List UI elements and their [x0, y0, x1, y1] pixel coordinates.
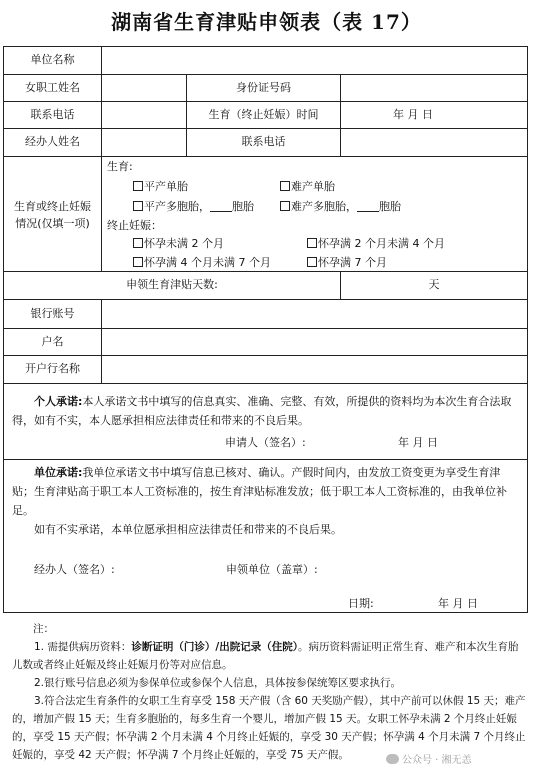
checkbox[interactable] — [307, 257, 317, 267]
bank-account-label: 银行账号 — [30, 307, 75, 320]
checkbox[interactable] — [133, 257, 143, 267]
termination-heading: 终止妊娠： — [107, 219, 162, 232]
id-number-field[interactable] — [341, 75, 527, 101]
bank-name-field[interactable] — [102, 356, 527, 383]
option-hard-single[interactable] — [280, 180, 335, 194]
option-2-to-4-months[interactable] — [307, 237, 445, 251]
situation-label — [4, 198, 101, 232]
agent-sign-label: 经办人（签名）: — [34, 563, 115, 576]
personal-pledge — [12, 392, 522, 430]
table-border-bottom — [3, 612, 528, 613]
notes-heading: 注： — [33, 623, 54, 635]
account-name-field[interactable] — [102, 329, 527, 355]
checkbox[interactable] — [280, 181, 290, 191]
option-label: 难产多胞胎， — [291, 200, 357, 213]
account-name-label: 户名 — [41, 335, 64, 348]
notes-section — [12, 620, 527, 764]
phone-label: 联系电话 — [30, 108, 75, 121]
agent-name-field[interactable] — [102, 129, 186, 156]
unit-pledge-heading: 单位承诺: — [34, 466, 83, 479]
checkbox[interactable] — [133, 201, 143, 211]
option-label: 怀孕满 2 个月未满 4 个月 — [318, 237, 445, 250]
bank-account-field[interactable] — [102, 300, 527, 328]
option-normal-multiple[interactable] — [133, 200, 254, 214]
unit-date-value: 年 月 日 — [438, 597, 478, 610]
situation-label-line2: 情况(仅填一项) — [15, 217, 90, 230]
birth-date-field[interactable]: 年 月 日 — [393, 108, 433, 121]
unit-pledge — [12, 463, 522, 520]
unit-pledge-text2: 如有不实承诺，本单位愿承担相应法律责任和带来的不良后果。 — [34, 523, 342, 536]
wechat-icon — [386, 754, 399, 764]
note-2: 2.银行账号信息必须为参保单位或参保个人信息，具体按参保统筹区要求执行。 — [34, 677, 402, 689]
personal-pledge-heading: 个人承诺: — [34, 395, 83, 408]
watermark — [386, 751, 472, 766]
checkbox[interactable] — [133, 238, 143, 248]
option-unit: 胞胎 — [232, 200, 254, 213]
situation-label-line1: 生育或终止妊娠 — [14, 200, 91, 213]
applicant-sign-date: 年 月 日 — [398, 436, 438, 449]
birth-time-label: 生育（终止妊娠）时间 — [208, 108, 319, 121]
option-under-2-months[interactable] — [133, 237, 224, 251]
row-line — [3, 271, 528, 272]
note-1 — [12, 638, 527, 674]
option-label: 平产多胞胎， — [144, 200, 210, 213]
watermark-text: 公众号 · 湘无恙 — [402, 755, 472, 766]
option-label: 难产单胎 — [291, 180, 335, 193]
id-number-label: 身份证号码 — [236, 81, 291, 94]
table-border-left — [3, 46, 4, 613]
unit-pledge-text: 我单位承诺文书中填写信息已核对、确认。产假时间内，由发放工资变更为享受生育津贴；生育津贴高于职工本人工资标准的，按生育津贴标准发放；低于职工本人工资标准的，由我单位补足。 — [12, 466, 507, 517]
allowance-days-label: 申领生育津贴天数: — [126, 278, 218, 291]
allowance-days-unit: 天 — [428, 278, 440, 291]
bank-name-label: 开户行名称 — [25, 362, 80, 375]
birth-heading: 生育: — [107, 160, 133, 173]
note-3: 3.符合法定生育条件的女职工生育享受 158 天产假（含 60 天奖励产假），其中产前可以休假 15 天；难产的，增加产假 15 天；生育多胞胎的，每多生育一个婴儿，增加产假 15 天。女职工怀孕未满 2 个月终止妊娠的，享受 15 天产假；怀孕满 2 个月未满 4 个月终止妊娠的，享受 30 天产假；怀孕满 4 个月未满 7 个月终止妊娠的，享受 42 天产假；怀孕满 7 个月终止妊娠的，享受 75 天产假。 — [12, 695, 526, 761]
row-line — [3, 156, 528, 157]
option-unit: 胞胎 — [379, 200, 401, 213]
option-7-months[interactable] — [307, 256, 387, 270]
page-title: 湖南省生育津贴申领表（表 17） — [111, 10, 422, 34]
note-1-bold: 诊断证明（门诊）/出院记录（住院） — [131, 641, 298, 653]
unit-stamp-label: 申领单位（盖章）: — [226, 563, 318, 576]
row-line — [3, 383, 528, 384]
option-hard-multiple[interactable] — [280, 200, 401, 214]
count-blank[interactable] — [357, 200, 379, 212]
note-1-text: 1. 需提供病历资料： — [34, 641, 132, 653]
row-line — [3, 459, 528, 460]
worker-name-field[interactable] — [102, 75, 186, 101]
agent-name-label: 经办人姓名 — [25, 135, 80, 148]
option-label: 平产单胎 — [144, 180, 188, 193]
unit-name-label: 单位名称 — [30, 53, 75, 66]
checkbox[interactable] — [307, 238, 317, 248]
personal-pledge-text: 本人承诺文书中填写的信息真实、准确、完整、有效，所提供的资料均为本次生育合法取得，如有不实，本人愿承担相应法律责任和带来的不良后果。 — [12, 395, 512, 427]
row-line — [3, 101, 528, 102]
phone-field[interactable] — [102, 102, 186, 128]
option-normal-single[interactable] — [133, 180, 188, 194]
option-label: 怀孕满 7 个月 — [318, 256, 387, 269]
unit-name-field[interactable] — [102, 47, 527, 74]
note-1-text-rest: 。病历资料需证明正常生育、难产和本次生育胎儿数或者终止妊娠及终止妊娠月份等对应信息。 — [12, 641, 519, 671]
checkbox[interactable] — [133, 181, 143, 191]
option-4-to-7-months[interactable] — [133, 256, 271, 270]
option-label: 怀孕未满 2 个月 — [144, 237, 224, 250]
applicant-sign-label: 申请人（签名）: — [225, 436, 306, 449]
unit-date-label: 日期: — [348, 597, 374, 610]
checkbox[interactable] — [280, 201, 290, 211]
agent-phone-label: 联系电话 — [241, 135, 286, 148]
count-blank[interactable] — [210, 200, 232, 212]
worker-name-label: 女职工姓名 — [25, 81, 80, 94]
agent-phone-field[interactable] — [341, 129, 527, 156]
table-border-right — [527, 46, 528, 613]
option-label: 怀孕满 4 个月未满 7 个月 — [144, 256, 271, 269]
